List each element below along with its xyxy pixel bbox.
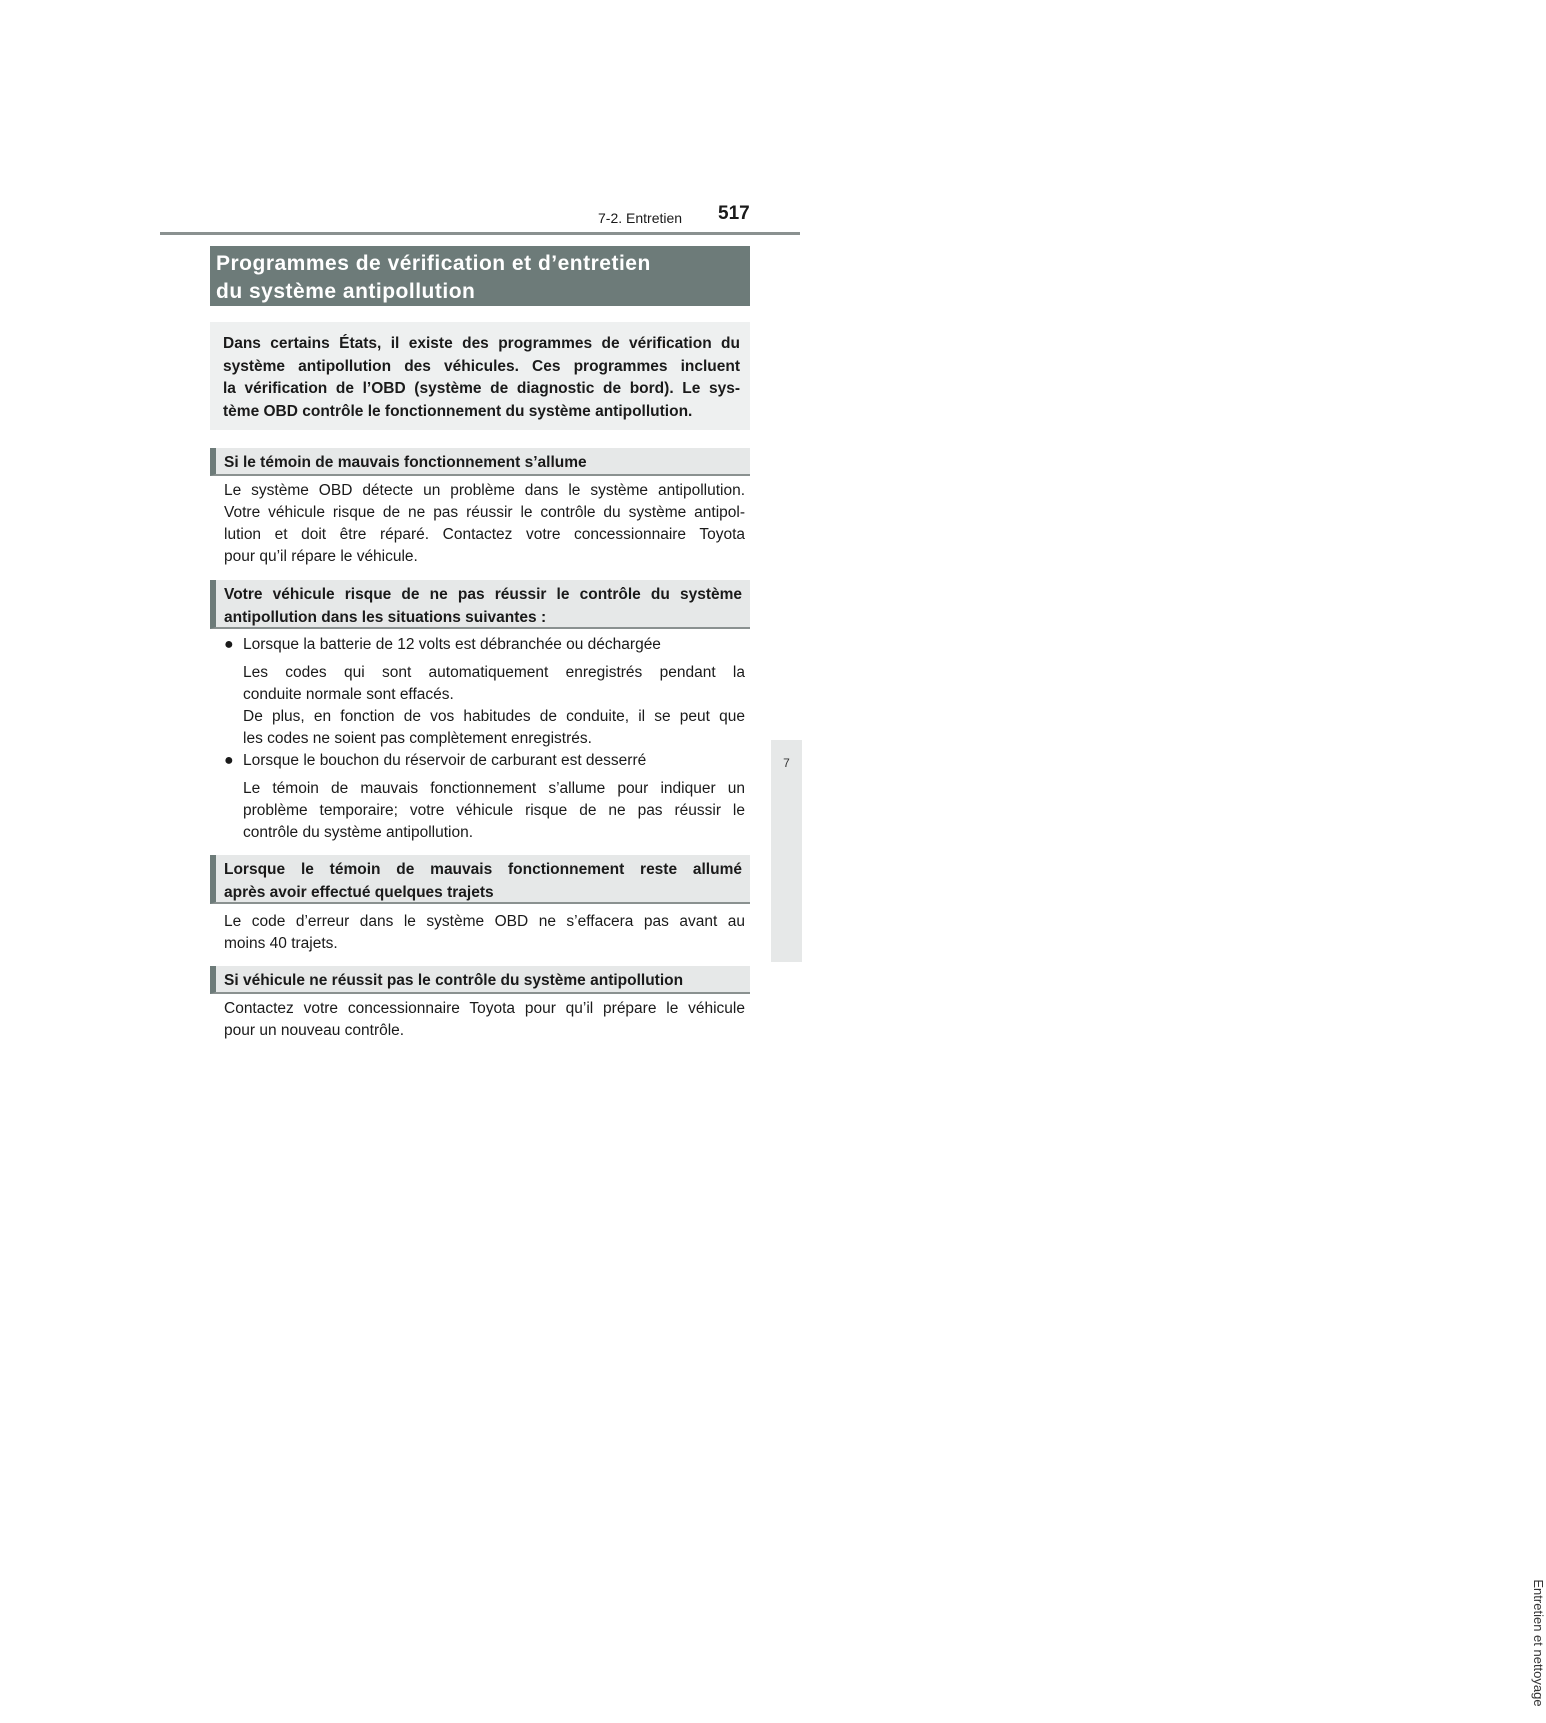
page-title	[210, 246, 750, 306]
bullet-icon: ●	[224, 752, 234, 769]
intro-line: tème OBD contrôle le fonctionnement du système antipollution.	[223, 402, 693, 420]
page-number: 517	[718, 203, 750, 224]
bullet-paragraph: Les codes qui sont automatiquement enregistrés pendant la conduite normale sont effacés.	[243, 664, 745, 703]
chapter-label: Entretien et nettoyage	[1531, 1579, 1546, 1707]
side-tab-background	[771, 740, 802, 962]
bullet-icon: ●	[224, 636, 234, 653]
title-line: du système antipollution	[216, 280, 476, 303]
bullet-paragraph: Le témoin de mauvais fonctionnement s’allume pour indiquer un problème temporaire; votre véhicule risque de ne pas réussir le contrôle du système antipollution.	[243, 780, 745, 841]
section-heading: Votre véhicule risque de ne pas réussir le contrôle du système antipollution dans les situations suivantes :	[210, 580, 750, 629]
intro-line: la vérification de l’OBD (système de diagnostic de bord). Le sys-	[223, 380, 740, 397]
chapter-number: 7	[783, 756, 790, 770]
intro-box	[210, 322, 750, 430]
header-divider	[160, 232, 800, 235]
section-heading: Lorsque le témoin de mauvais fonctionnement reste allumé après avoir effectué quelques trajets	[210, 855, 750, 904]
section-body: Contactez votre concessionnaire Toyota pour qu’il prépare le véhicule pour un nouveau contrôle.	[224, 1000, 745, 1039]
intro-line: Dans certains États, il existe des programmes de vérification du	[223, 335, 740, 352]
intro-line: système antipollution des véhicules. Ces programmes incluent	[223, 357, 740, 375]
section-heading: Si véhicule ne réussit pas le contrôle du système antipollution	[210, 966, 750, 994]
section-label: 7-2. Entretien	[598, 210, 683, 226]
title-line: Programmes de vérification et d’entretien	[216, 252, 651, 275]
section-body: Le code d’erreur dans le système OBD ne s’effacera pas avant au moins 40 trajets.	[224, 913, 745, 952]
section-heading: Si le témoin de mauvais fonctionnement s’allume	[210, 448, 750, 476]
bullet-paragraph: De plus, en fonction de vos habitudes de conduite, il se peut que les codes ne soient pas complètement enregistrés.	[243, 708, 745, 747]
section-body: Le système OBD détecte un problème dans le système antipollution. Votre véhicule risque de ne pas réussir le contrôle du système antipol- lution et doit être réparé. Contactez votre concessionnaire Toyota pour qu’il répare le véhicule.	[224, 482, 745, 565]
